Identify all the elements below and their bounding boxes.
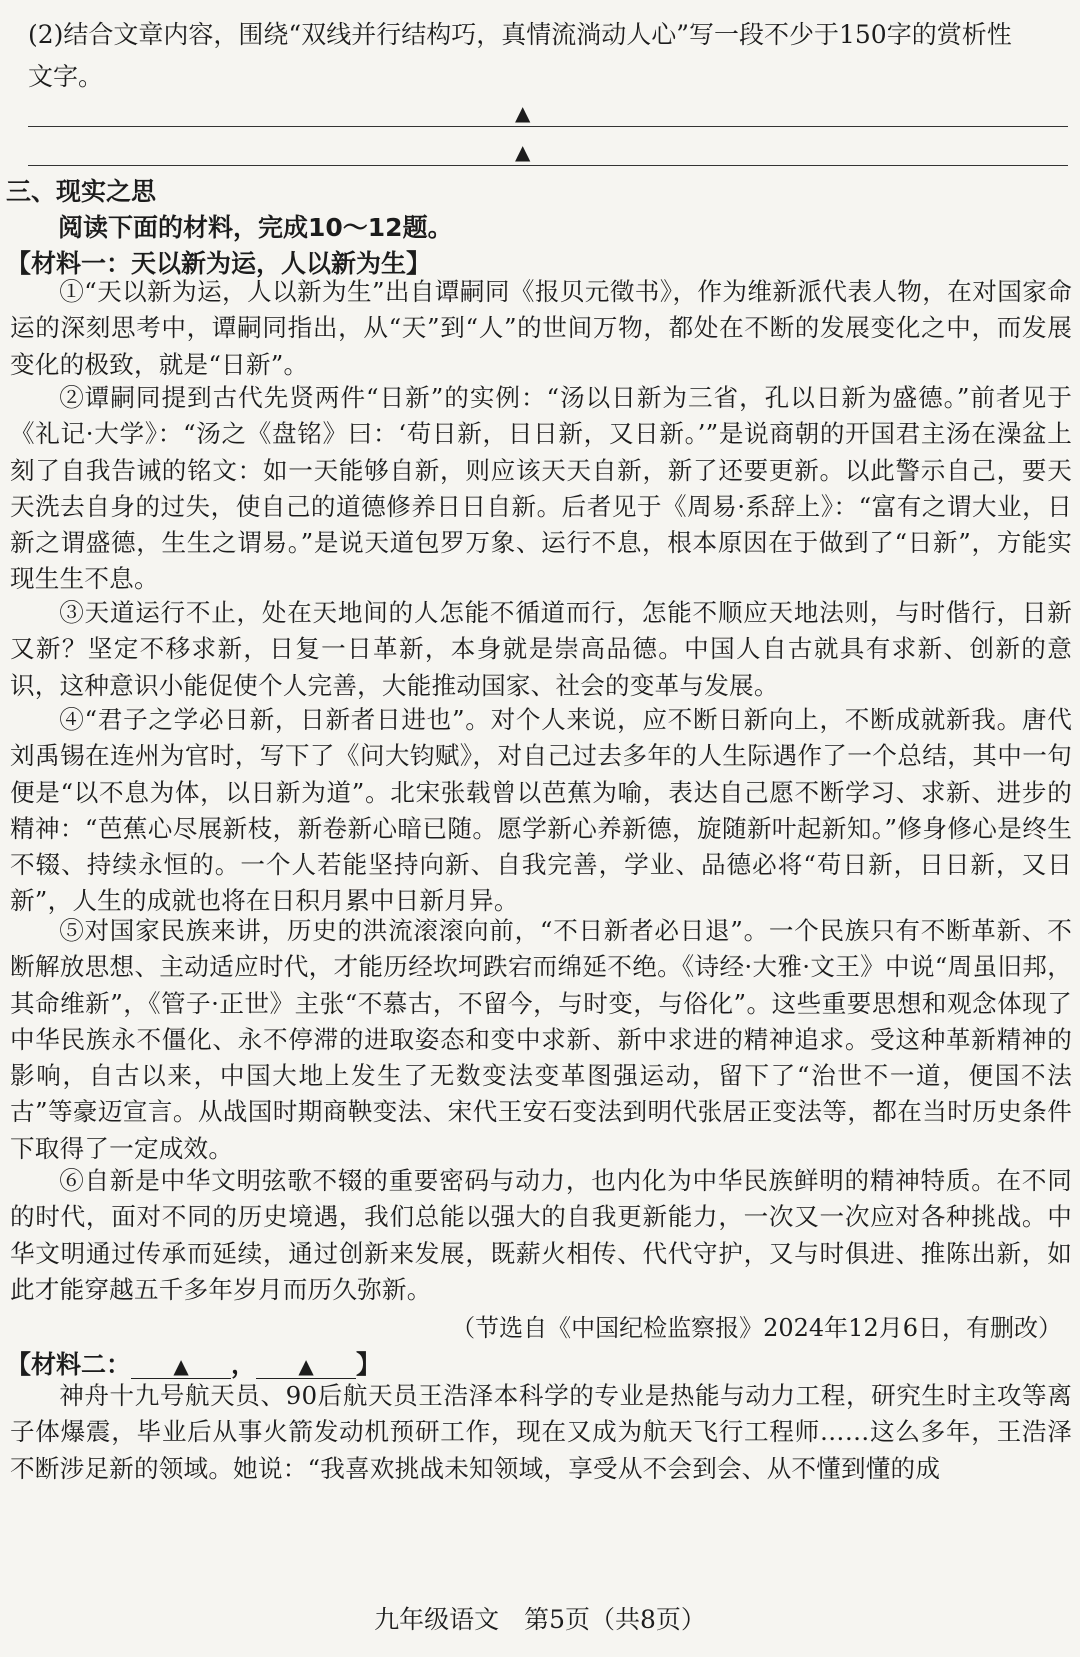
material-1-paragraph-4: ④“君子之学必日新，日新者日进也”。对个人来说，应不断日新向上，不断成就新我。唐代刘禹锡在连州为官时，写下了《问大钧赋》，对自己过去多年的人生际遇作了一个总结，其中一句便是“以不息为体，以日新为道”。北宋张载曾以芭蕉为喻，表达自己愿不断学习、求新、进步的精神：“芭蕉心尽展新枝，新卷新心暗已随。愿学新心养新德，旋随新叶起新知。”修身修心是终生不辍、持续永恒的。一个人若能坚持向新、自我完善，学业、品德必将“苟日新，日日新，又日新”，人生的成就也将在日积月累中日新月异。	[10, 705, 1072, 916]
answer-mark-1: ▲	[515, 101, 531, 125]
answer-mark-2: ▲	[515, 140, 531, 164]
material-2-title-prefix: 【材料二：	[6, 1350, 132, 1379]
material-1-paragraph-1: ①“天以新为运，人以新为生”出自谭嗣同《报贝元徵书》，作为维新派代表人物，在对国家命运的深刻思考中，谭嗣同指出，从“天”到“人”的世间万物，都处在不断的发展变化之中，而发展变化的极致，就是“日新”。	[10, 277, 1072, 379]
answer-line-2[interactable]	[28, 165, 1068, 166]
section-title: 三、现实之思	[6, 177, 157, 206]
question-line-1: (2)结合文章内容，围绕“双线并行结构巧，真情流淌动人心”写一段不少于150字的赏析性	[28, 20, 1012, 49]
material-2-title-suffix: 】	[356, 1350, 382, 1379]
title-blank-2[interactable]: ▲	[256, 1354, 356, 1379]
reading-instruction: 阅读下面的材料，完成10～12题。	[58, 213, 453, 242]
material-1-source: （节选自《中国纪检监察报》2024年12月6日，有删改）	[451, 1314, 1062, 1342]
title-separator: ，	[231, 1350, 257, 1379]
page-footer: 九年级语文 第5页（共8页）	[374, 1605, 706, 1634]
material-2-title	[6, 1345, 381, 1381]
material-1-paragraph-2: ②谭嗣同提到古代先贤两件“日新”的实例：“汤以日新为三省，孔以日新为盛德。”前者见于《礼记·大学》：“汤之《盘铭》曰：‘苟日新，日日新，又日新。’”是说商朝的开国君主汤在澡盆上刻了自我告诫的铭文：如一天能够自新，则应该天天自新，新了还要更新。以此警示自己，要天天洗去自身的过失，使自己的道德修养日日自新。后者见于《周易·系辞上》：“富有之谓大业，日新之谓盛德，生生之谓易。”是说天道包罗万象、运行不息，根本原因在于做到了“日新”，方能实现生生不息。	[10, 383, 1072, 594]
material-1-title: 【材料一：天以新为运，人以新为生】	[6, 249, 432, 278]
material-1-paragraph-6: ⑥自新是中华文明弦歌不辍的重要密码与动力，也内化为中华民族鲜明的精神特质。在不同的时代，面对不同的历史境遇，我们总能以强大的自我更新能力，一次又一次应对各种挑战。中华文明通过传承而延续，通过创新来发展，既薪火相传、代代守护，又与时俱进、推陈出新，如此才能穿越五千多年岁月而历久弥新。	[10, 1166, 1072, 1304]
answer-line-1[interactable]	[28, 126, 1068, 127]
question-line-2: 文字。	[28, 62, 104, 91]
material-1-paragraph-3: ③天道运行不止，处在天地间的人怎能不循道而行，怎能不顺应天地法则，与时偕行，日新又新？坚定不移求新，日复一日革新，本身就是崇高品德。中国人自古就具有求新、创新的意识，这种意识小能促使个人完善，大能推动国家、社会的变革与发展。	[10, 598, 1072, 700]
title-blank-1[interactable]: ▲	[131, 1354, 231, 1379]
question-9-2	[28, 14, 1058, 98]
material-2-paragraph: 神舟十九号航天员、90后航天员王浩泽本科学的专业是热能与动力工程，研究生时主攻等离子体爆震，毕业后从事火箭发动机预研工作，现在又成为航天飞行工程师……这么多年，王浩泽不断涉足新的领域。她说：“我喜欢挑战未知领域，享受从不会到会、从不懂到懂的成	[10, 1381, 1072, 1483]
material-1-paragraph-5: ⑤对国家民族来讲，历史的洪流滚滚向前，“不日新者必日退”。一个民族只有不断革新、不断解放思想、主动适应时代，才能历经坎坷跌宕而绵延不绝。《诗经·大雅·文王》中说“周虽旧邦，其命维新”，《管子·正世》主张“不慕古，不留今，与时变，与俗化”。这些重要思想和观念体现了中华民族永不僵化、永不停滞的进取姿态和变中求新、新中求进的精神追求。受这种革新精神的影响，自古以来，中国大地上发生了无数变法变革图强运动，留下了“治世不一道，便国不法古”等豪迈宣言。从战国时期商鞅变法、宋代王安石变法到明代张居正变法等，都在当时历史条件下取得了一定成效。	[10, 916, 1072, 1163]
